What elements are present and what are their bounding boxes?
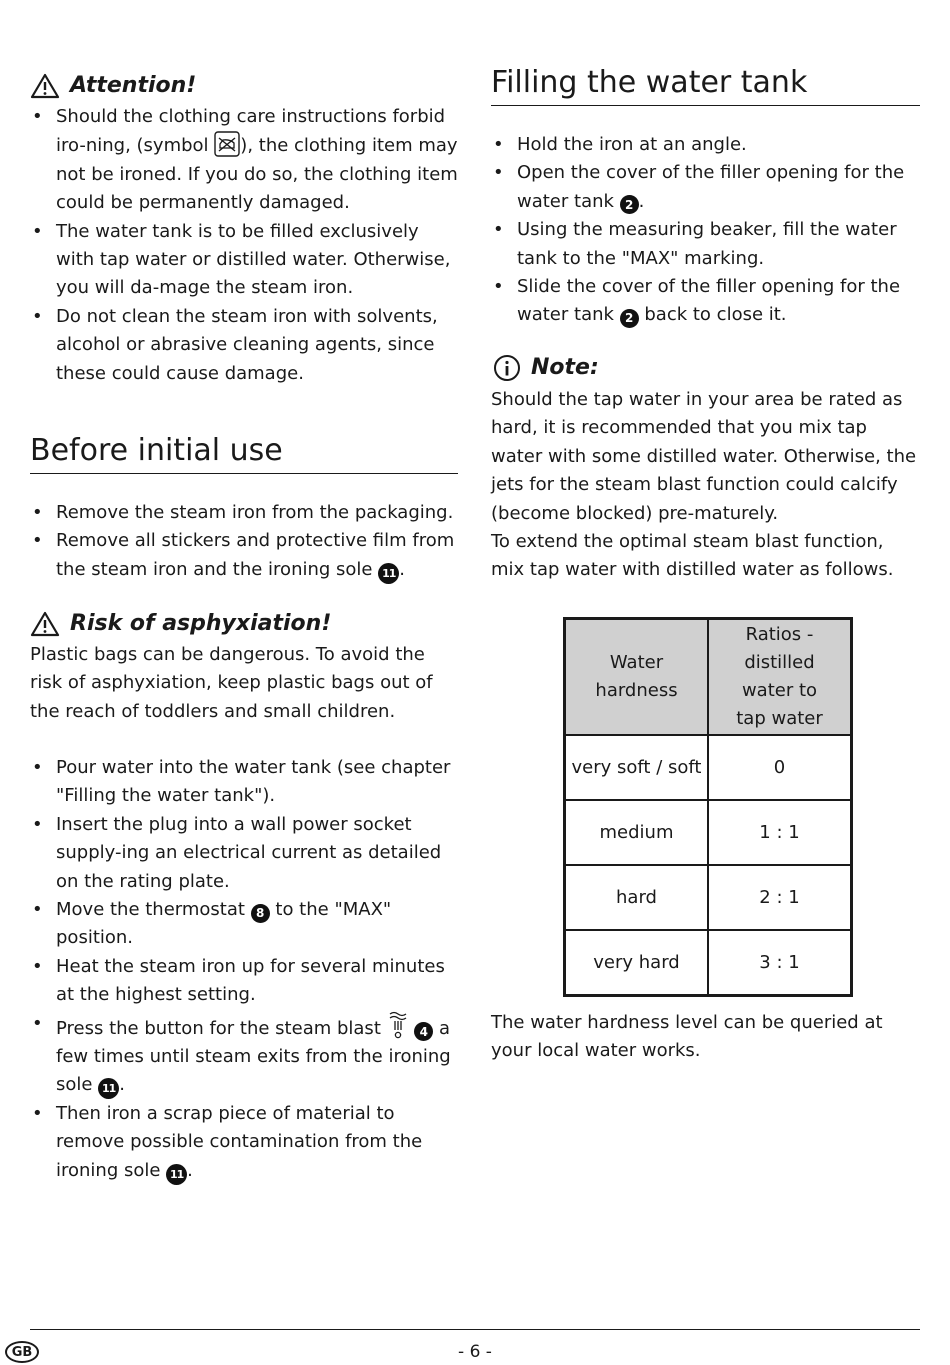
list-item: • Insert the plug into a wall power socket supply-ing an electrical current as detailed on the rating plate. [30,811,458,896]
do-not-iron-symbol-icon [214,131,240,157]
warning-triangle-icon [30,611,60,637]
list-item-text: back to close it. [638,304,787,326]
ratio-cell: 3 : 1 [708,930,852,996]
hardness-cell: hard [565,865,709,930]
list-item-text: . [119,1074,125,1096]
water-hardness-table [563,617,853,997]
risk-title: Risk of asphyxiation! [70,611,332,636]
list-item-text: ), the clothing item may not be ironed. If you do so, the clothing item could be permanently damaged. [56,135,458,214]
ratio-cell: 1 : 1 [708,800,852,865]
list-item [30,103,458,218]
list-item-text: . [187,1159,193,1181]
table-row [565,930,852,996]
list-item-text: . [399,558,405,580]
list-item [491,159,920,216]
hardness-cell: medium [565,800,709,865]
attention-list [30,103,458,388]
list-item: • Remove the steam iron from the packaging. [30,499,458,527]
table-header-hardness: Water hardness [565,619,709,736]
before-initial-use-heading: Before initial use [30,433,458,474]
before-use-list [30,499,458,584]
list-item-text: Then iron a scrap piece of material to remove possible contamination from the ironing sole [56,1102,423,1181]
steam-blast-icon [387,1010,409,1040]
attention-heading [30,72,196,100]
list-item [30,1100,458,1185]
footer-divider [30,1329,920,1330]
ratio-cell: 2 : 1 [708,865,852,930]
list-item: • Hold the iron at an angle. [491,131,920,159]
initial-steps-list [30,754,458,1185]
ref-thermostat: 8 [251,904,270,923]
page-number: - 6 - [458,1342,492,1362]
table-row [565,735,852,800]
ref-ironing-sole: 11 [166,1164,187,1185]
table-header-ratio [708,619,852,736]
list-item [30,896,458,953]
header-line: Ratios - distilled [744,624,815,673]
hardness-cell: very hard [565,930,709,996]
list-item: • Heat the steam iron up for several minutes at the highest setting. [30,953,458,1010]
list-item-text: Open the cover of the filler opening for the water tank [517,162,905,212]
ref-ironing-sole: 11 [98,1078,119,1099]
note-text: Should the tap water in your area be rated as hard, it is recommended that you mix tap water with some distilled water. Otherwise, the jets for the steam blast function could calcify (become blocked) pre-maturely. [491,389,917,524]
filling-list [491,131,920,330]
list-item [30,1010,458,1100]
risk-text: Plastic bags can be dangerous. To avoid the risk of asphyxiation, keep plastic bags out of the reach of toddlers and small children. [30,644,433,722]
risk-heading [30,610,331,638]
list-item-text: . [638,190,645,212]
hardness-cell: very soft / soft [565,735,709,800]
list-item [30,527,458,584]
warning-triangle-icon [30,73,60,99]
table-header-row [565,619,852,736]
list-item: • Do not clean the steam iron with solvents, alcohol or abrasive cleaning agents, since these could cause damage. [30,303,458,388]
table-row [565,865,852,930]
list-item-text: a few times until steam exits from the ironing sole [56,1017,451,1096]
list-item: • Pour water into the water tank (see chapter "Filling the water tank"). [30,754,458,811]
list-item-text: Press the button for the steam blast [56,1017,387,1039]
header-line: water to [741,680,818,701]
list-item-text: Move the thermostat [56,899,251,921]
ref-water-tank: 2 [620,195,639,214]
attention-title: Attention! [70,73,197,98]
ref-water-tank: 2 [620,309,639,328]
ratio-cell: 0 [708,735,852,800]
list-item: • The water tank is to be filled exclusively with tap water or distilled water. Otherwise, you will da-mage the steam iron. [30,218,458,303]
closing-text: The water hardness level can be queried at your local water works. [491,1012,883,1062]
ref-ironing-sole: 11 [378,563,399,584]
list-item-text: Slide the cover of the filler opening for the water tank [517,276,901,326]
info-circle-icon [493,354,521,382]
list-item-text: Should the clothing care instructions forbid iro-ning, (symbol [56,106,446,157]
list-item-text: to the "MAX" position. [56,899,392,949]
list-item: • Using the measuring beaker, fill the water tank to the "MAX" marking. [491,216,920,273]
list-item [491,273,920,330]
list-item-text: Remove all stickers and protective film from the steam iron and the ironing sole [56,530,455,580]
ref-steam-blast: 4 [414,1022,433,1041]
table-row [565,800,852,865]
note-text-2: To extend the optimal steam blast function, mix tap water with distilled water as follows. [491,531,894,581]
filling-water-tank-heading: Filling the water tank [491,65,920,106]
header-line: tap water [736,708,823,729]
note-heading [493,354,599,382]
note-title: Note: [531,355,599,380]
country-badge: GB [5,1341,39,1363]
